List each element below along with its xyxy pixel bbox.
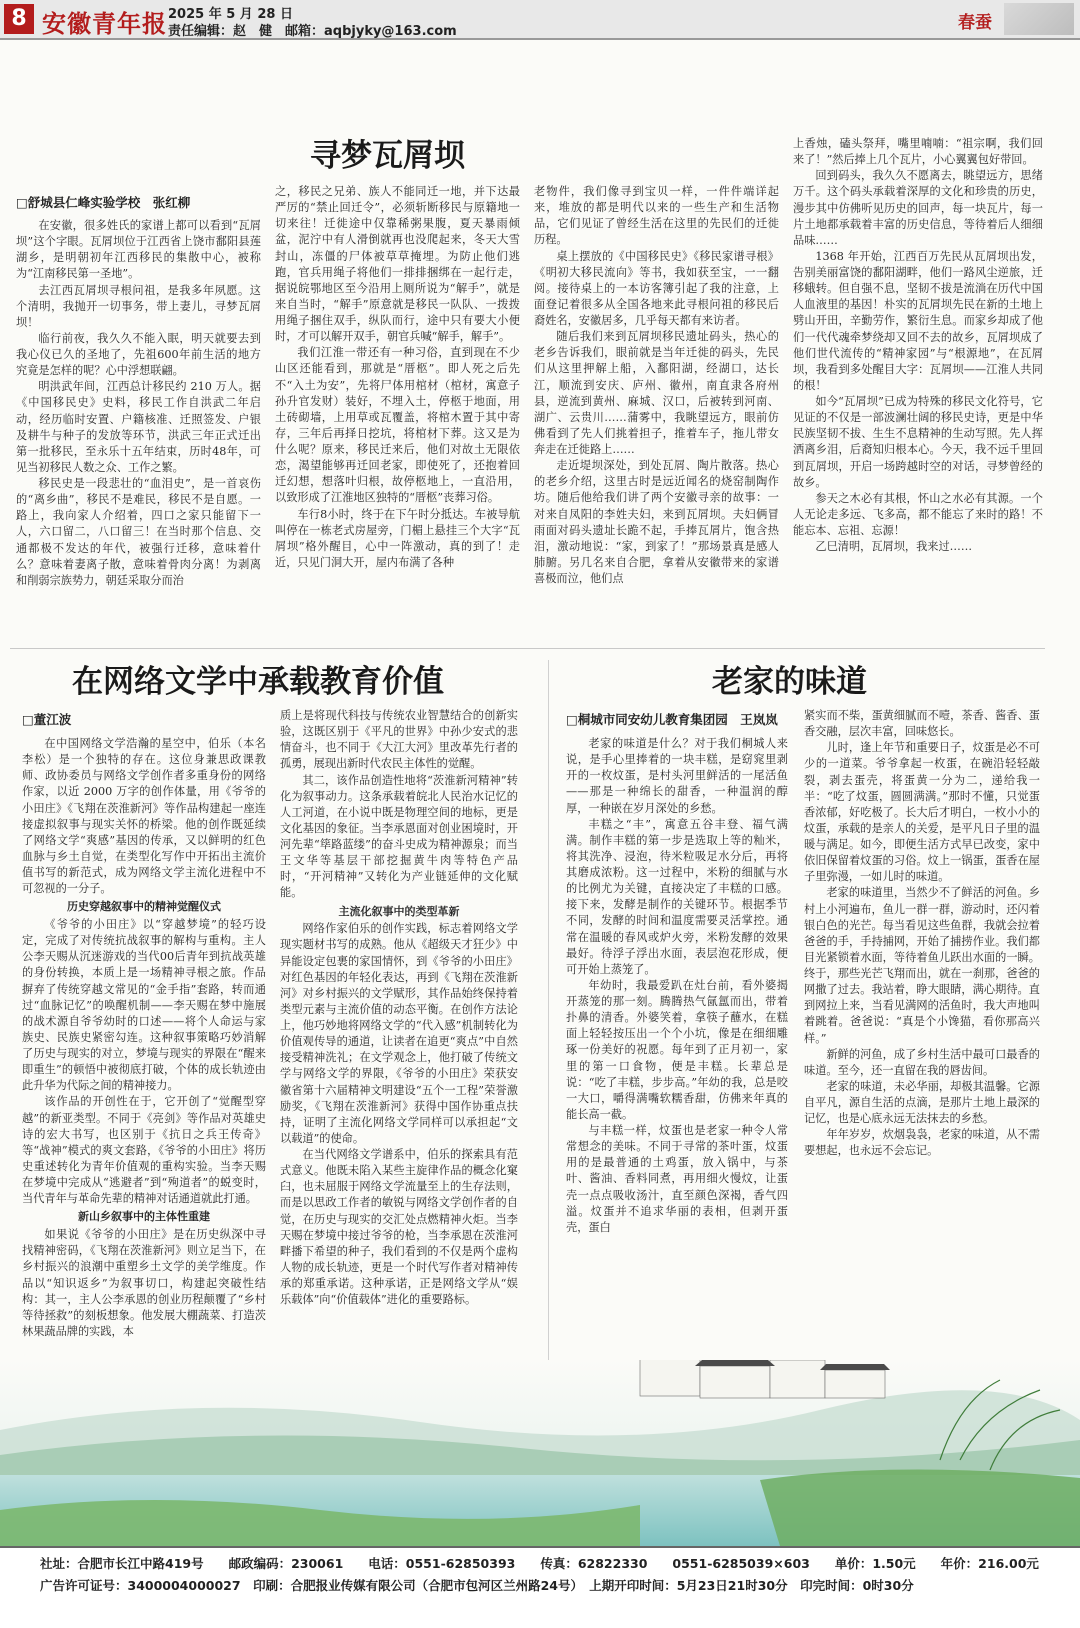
paragraph: 网络作家伯乐的创作实践，标志着网络文学现实题材书写的成熟。他从《超级天才狂少》中异能设定包裹的家国情怀，到《爷爷的小田庄》对红色基因的年轻化表达，再到《飞翔在茨淮新河》对乡村振兴的文学赋形，其作品始终保持着类型元素与主流价值的动态平衡。在创作方法论上，他巧妙地将网络文学的“代入感”机制转化为价值观传导的通道，让读者在追更“爽点”中自然接受精神洗礼；在文学观念上，他打破了传统文学与网络文学的界限，《爷爷的小田庄》荣获安徽省第十六届精神文明建设“五个一工程”荣誉激励奖，《飞翔在茨淮新河》获得中国作协重点扶持，证明了主流化网络文学同样可以承担起“文以载道”的使命。 xyxy=(280,922,518,1145)
article1-title: 寻梦瓦屑坝 xyxy=(310,138,465,174)
article1-column-2 xyxy=(275,184,520,633)
paragraph: 质上是将现代科技与传统农业智慧结合的创新实验，这既区别于《平凡的世界》中孙少安式的悲情奋斗，也不同于《大江大河》里改革先行者的孤勇，展现出新时代农民主体性的觉醒。 xyxy=(280,709,518,771)
paragraph: 之，移民之兄弟、族人不能同迁一地，并下达最严厉的“禁止回迁令”，必须斩断移民与原籍地一切来往！迁徙途中仅靠稀粥果腹，夏天暴雨倾盆，泥泞中有人滑倒就再也没爬起来，冬天大雪封山，冻僵的尸体被草草掩埋。为防止他们逃跑，官兵用绳子将他们一排排捆绑在一起行走，据说皖鄂地区至今沿用上厕所说为“解手”，就是来自当时，“解手”原意就是移民一队队、一拨拨用绳子捆住双手，纵队而行，途中只有要大小便时，才可以解开双手，朝官兵喊“解手，解手”。 xyxy=(275,185,520,344)
article1-column-3 xyxy=(534,184,779,633)
paragraph: 如今“瓦屑坝”已成为特殊的移民文化符号，它见证的不仅是一部波澜壮阔的移民史诗，更是中华民族坚韧不拔、生生不息精神的生动写照。先人挥洒离乡泪，后裔知归根本心。今天，我不远千里回到瓦屑坝，开启一场跨越时空的对话，寻梦曾经的故乡。 xyxy=(793,395,1043,489)
paragraph: 车行8小时，终于在下午时分抵达。车被导航叫停在一栋老式房屋旁，门楣上悬挂三个大字“瓦屑坝”格外醒目，心中一阵激动，真的到了！走近，只见门洞大开，屋内布满了各种 xyxy=(275,507,520,569)
article3-byline: □桐城市同安幼儿教育集团园 王岚岚 xyxy=(566,712,778,727)
subheading: 历史穿越叙事中的精神觉醒仪式 xyxy=(67,900,221,914)
article3-column-2 xyxy=(804,708,1040,1282)
paragraph: 年年岁岁，炊烟袅袅，老家的味道，从不需要想起，也永远不会忘记。 xyxy=(804,1128,1040,1158)
header-decoration-image xyxy=(1004,3,1074,35)
article1-column-1 xyxy=(16,218,261,633)
paragraph: 丰糕之“丰”，寓意五谷丰登、福气满满。制作丰糕的第一步是选取上等的籼米，将其洗净、浸泡，待米粒吸足水分后，再将其磨成浓粉。这一过程中，米粉的细腻与水的比例尤为关键，直接决定了丰糕的口感。接下来，发酵是制作的关键环节。根据季节不同，发酵的时间和温度需要灵活掌控。通常在温暖的春风或炉火旁，米粉发酵的效果最好。待浮子浮出水面，表层泡花形成，便可开始上蒸笼了。 xyxy=(566,817,788,976)
paragraph: 临行前夜，我久久不能入眠，明天就要去到我心仪已久的圣地了，先祖600年前生活的地方究竟是怎样的呢？心中浮想联翩。 xyxy=(16,331,261,378)
section-name: 春蚕 xyxy=(958,13,992,33)
paragraph: 我们江淮一带还有一种习俗，直到现在不少山区还能看到，那就是“厝柩”。即人死之后先不“入土为安”，先将尸体用棺材（棺材，寓意子孙升官发财）装好，不埋入土，停柩于地面，用土砖砌墙，上用草或瓦覆盖，将棺木置于其中寄存，三年后再择日挖坑，将棺材下葬。这又是为什么呢？原来，移民迁来后，他们对故土无限依恋，渴望能够再迁回老家，即使死了，还抱着回迁幻想，想落叶归根，故停柩地上，一直沿用，以致形成了江淮地区独特的“厝柩”丧葬习俗。 xyxy=(275,346,520,505)
paragraph: 在中国网络文学浩瀚的星空中，伯乐（本名李松）是一个独特的存在。这位身兼思政课教师、政协委员与网络文学创作者多重身份的网络作家，以近 2000 万字的创作体量，用《爷爷的小田庄》《飞翔在茨淮新河》等作品构建起一座连接虚拟叙事与现实关怀的桥梁。他的创作既延续了网络文学“爽感”基因的传承，又以鲜明的红色血脉与乡土自觉，在类型化写作中开拓出主流价值书写的新范式，成为网络文学主流化进程中不可忽视的一分子。 xyxy=(22,737,266,896)
paragraph: 该作品的开创性在于，它开创了“觉醒型穿越”的新亚类型。不同于《亮剑》等作品对英雄史诗的宏大书写，也区别于《抗日之兵王传奇》等“战神”模式的爽文套路，《爷爷的小田庄》将历史重述转化为青年价值观的重构实验。当李天赐在梦境中完成从“逃避者”到“殉道者”的蜕变时，当代青年与革命先辈的精神对话通道就此打通。 xyxy=(22,1095,266,1206)
paragraph: 在当代网络文学谱系中，伯乐的探索具有范式意义。他既未陷入某些主旋律作品的概念化窠臼，也未屈服于网络文学流量至上的生存法则，而是以思政工作者的敏锐与网络文学创作者的自觉，在历史与现实的交汇处点燃精神火炬。当李天赐在梦境中接过爷爷的枪，当李承恩在茨淮河畔播下希望的种子，我们看到的不仅是两个虚构人物的成长轨迹，更是一个时代写作者对精神传承的郑重承诺。这种承诺，正是网络文学从“娱乐载体”向“价值载体”进化的重要路标。 xyxy=(280,1148,518,1307)
paragraph: 去江西瓦屑坝寻根问祖，是我多年夙愿。这个清明，我抛开一切事务，带上妻儿，寻梦瓦屑坝！ xyxy=(16,283,261,329)
article2-title: 在网络文学中承载教育价值 xyxy=(72,664,444,700)
paragraph: 如果说《爷爷的小田庄》是在历史纵深中寻找精神密码，《飞翔在茨淮新河》则立足当下，在乡村振兴的浪潮中重塑乡土文学的美学维度。作品以“知识返乡”为叙事切口，构建起突破性结构：其一，主人公李承恩的创业历程颠覆了“乡村等待拯救”的刻板想象。他发展大棚蔬菜、打造茨林果蔬品牌的实践，本 xyxy=(22,1228,266,1338)
paragraph: 上香烛，磕头祭拜，嘴里喃喃：“祖宗啊，我们回来了！”然后捧上几个瓦片，小心翼翼包好带回。 xyxy=(793,137,1043,167)
paragraph: 乙巳清明，瓦屑坝，我来过…… xyxy=(815,540,973,554)
subheading: 主流化叙事中的类型革新 xyxy=(338,904,460,918)
footer-info xyxy=(0,1546,1080,1628)
article2-byline: □董江波 xyxy=(22,712,72,727)
article3-title: 老家的味道 xyxy=(712,664,867,700)
paragraph: 移民史是一段悲壮的“血泪史”，是一首哀伤的“离乡曲”，移民不是难民，移民不是自愿。一路上，我向家人介绍着，四口之家只能留下一人，六口留二，八口留三！在当时那个信息、交通都极不发达的年代，被强行迁移，意味着什么？意味着妻离子散，意味着骨肉分离！为剥离和削弱宗族势力，朝廷采取分而治 xyxy=(16,477,261,587)
paragraph: 随后我们来到瓦屑坝移民遗址码头，热心的老乡告诉我们，眼前就是当年迁徙的码头，先民们从这里押解上船，入鄱阳湖，经湖口，达长江，顺流到安庆、庐州、徽州，南直隶各府州县，逆流到黄州、麻城、汉口，后被转到河南、湖广、云贵川……蒲雾中，我眺望远方，眼前仿佛看到了先人们挑着担子，推着车子，拖儿带女奔走在迁徙路上…… xyxy=(534,330,779,456)
article2-column-2 xyxy=(280,708,518,1382)
article1-byline: □舒城县仁峰实验学校 张红柳 xyxy=(16,195,191,210)
paragraph: 老家的味道是什么？对于我们桐城人来说，是手心里捧着的一块丰糕，是窈窕里剥开的一枚炆蛋，是村头河里鲜活的一尾活鱼——那是一种绵长的甜香，一种温润的醇厚，一种嵌在岁月深处的乡愁。 xyxy=(566,737,788,815)
paragraph: 紧实而不柴，蛋黄细腻而不噎，茶香、酱香、蛋香交融，层次丰富，回味悠长。 xyxy=(804,709,1040,739)
landscape-illustration xyxy=(0,1360,1080,1546)
section-divider xyxy=(10,648,1045,649)
column-divider xyxy=(548,660,549,1360)
footer-print-line: 广告许可证号：3400004000027 印刷：合肥报业传媒有限公司（合肥市包河区兰州路24号） 上期开印时间：5月23日21时30分 印完时间：0时30分 xyxy=(40,1578,914,1593)
issue-date: 2025 年 5 月 28 日 xyxy=(168,7,293,22)
paragraph: 新鲜的河鱼，成了乡村生活中最可口最香的味道。至今，还一直留在我的唇齿间。 xyxy=(804,1047,1040,1077)
paragraph: 年幼时，我最爱趴在灶台前，看外婆揭开蒸笼的那一刻。腾腾热气氤氲而出，带着扑鼻的清香。外婆笑着，拿筷子蘸水，在糕面上轻轻按压出一个个小坑，像是在细细雕琢一份美好的祝愿。每年到了正月初一，家里的第一口食物，便是丰糕。长辈总是说：“吃了丰糕，步步高。”年幼的我，总是咬一大口，嚼得满嘴软糯香甜，仿佛来年真的能长高一截。 xyxy=(566,978,788,1121)
paragraph: 《爷爷的小田庄》以“穿越梦境”的轻巧设定，完成了对传统抗战叙事的解构与重构。主人公李天赐从沉迷游戏的当代00后青年到抗战英雄的身份转换，本质上是一场精神寻根之旅。作品摒弃了传统穿越文常见的“金手指”套路，转而通过“血脉记忆”的唤醒机制——李天赐在梦中施展的战术源自爷爷幼时的口述——将个人命运与家族史、民族史紧密勾连。这种叙事策略巧妙消解了历史与现实的对立，梦境与现实的界限在“醒来即重生”的顿悟中被彻底打破，个体的成长轨迹由此升华为代际之间的精神接力。 xyxy=(22,918,266,1093)
paragraph: 儿时，逢上年节和重要日子，炆蛋是必不可少的一道菜。爷爷拿起一枚蛋，在碗沿轻轻敲裂，剥去蛋壳，将蛋黄一分为二，递给我一半：“吃了炆蛋，圆圆满满。”那时不懂，只觉蛋香浓郁，好吃极了。长大后才明白，一枚小小的炆蛋，承载的是亲人的关爱，是平凡日子里的温暖与满足。如今，即便生活方式早已改变，家中依旧保留着炆蛋的习俗。炆上一锅蛋，蛋香在屋子里弥漫，一如儿时的味道。 xyxy=(804,741,1040,884)
article1-column-4 xyxy=(793,136,1043,633)
footer-address-line: 社址：合肥市长江中路419号 邮政编码：230061 电话：0551-62850393 传真：62822330 0551-6285039×603 单价：1.50元 年价：216.00元 xyxy=(40,1556,1039,1571)
paragraph: 1368 年开始，江西百万先民从瓦屑坝出发，告别美丽富饶的鄱阳湖畔，他们一路风尘逆旅，迁移蛾转。但自强不息，坚韧不拔是流淌在历代中国人血液里的基因！朴实的瓦屑坝先民在新的土地上劈山开田，辛勤劳作，繁衍生息。而家乡却成了他们一代代魂牵梦绕却又回不去的故乡，瓦屑坝成了他们世代流传的“精神家园”与“根源地”，在瓦屑坝，我看到多处醒目大字：瓦屑坝——江淮人共同的根！ xyxy=(793,249,1043,392)
paragraph: 老物件，我们像寻到宝贝一样，一件件端详起来，堆放的都是明代以来的一些生产和生活物品，它们见证了曾经生活在这里的先民们的迁徙历程。 xyxy=(534,185,779,247)
paragraph: 回到码头，我久久不愿离去，眺望远方，思绪万千。这个码头承载着深厚的文化和珍贵的历史，漫步其中仿佛听见历史的回声，每一块瓦片，每一片土地都承载着丰富的历史信息，等待着后人细细品味…… xyxy=(793,169,1043,247)
paper-name-logo: 安徽青年报 xyxy=(42,9,167,38)
paragraph: 老家的味道，未必华丽，却极其温馨。它源自平凡，源自生活的点滴，是那片土地上最深的记忆，也是心底永远无法抹去的乡愁。 xyxy=(804,1079,1040,1126)
village-landscape-image xyxy=(0,1360,1080,1546)
article2-column-1 xyxy=(22,736,266,1382)
paragraph: 桌上摆放的《中国移民史》《移民家谱寻根》《明初大移民流向》等书，我如获至宝，一一翻阅。接待桌上的一本访客簿引起了我的注意，上面登记着很多从全国各地来此寻根问祖的移民后裔姓名，安徽居多，几乎每天都有来访者。 xyxy=(534,249,779,327)
subheading: 新山乡叙事中的主体性重建 xyxy=(78,1210,210,1224)
masthead xyxy=(0,0,1080,40)
paragraph: 参天之木必有其根，怀山之水必有其源。一个人无论走多远、飞多高，都不能忘了来时的路！不能忘本、忘祖、忘源！ xyxy=(793,491,1043,537)
paragraph: 老家的味道里，当然少不了鲜活的河鱼。乡村上小河遍布，鱼儿一群一群，游动时，还闪着银白色的光芒。每当看见这些鱼群，我就会拉着爸爸的手，手持捕网，开始了捕捞作业。我们都目光紧锁着水面，等待着鱼儿跃出水面的一瞬。终于，那些光芒飞翔而出，就在一刹那，爸爸的网撒了过去。我站着，睁大眼睛，满心期待。直到网拉上来，当看见满网的活鱼时，我大声地叫着跳着。爸爸说：“真是个小馋猫，看你那高兴样。” xyxy=(804,886,1040,1045)
paragraph: 走近堤坝深处，到处瓦屑、陶片散落。热心的老乡介绍，这里古时是远近闻名的烧窑制陶作坊。随后他给我们讲了两个安徽寻亲的故事：一对来自凤阳的李姓夫妇，来到瓦屑坝。夫妇俩冒雨面对码头遗址长跪不起，手捧瓦屑片，饱含热泪，激动地说：“家，到家了！”那场景真是感人肺腑。另几名来自合肥，拿着从安徽带来的家谱喜极而泣，他们点 xyxy=(534,459,779,585)
paragraph: 与丰糕一样，炆蛋也是老家一种令人常常想念的美味。不同于寻常的茶叶蛋，炆蛋用的是最普通的土鸡蛋，放入锅中，与茶叶、酱油、香料同煮，再用细火慢炆，让蛋壳一点点吸收汤汁，直至颜色深褐，香气四溢。炆蛋并不追求华丽的表相，但剥开蛋壳，蛋白 xyxy=(566,1124,788,1234)
paragraph: 其二，该作品创造性地将“茨淮新河精神”转化为叙事动力。这条承载着皖北人民治水记忆的人工河道，在小说中既是物理空间的地标，更是文化基因的象征。当李承恩面对创业困境时，开河先辈“筚路蓝缕”的奋斗史成为精神源泉；而当王文华等基层干部挖掘黄牛肉等特色产品时，“开河精神”又转化为产业链延伸的文化赋能。 xyxy=(280,773,518,900)
editor-info: 责任编辑：赵 健 邮箱：aqbjyky@163.com xyxy=(168,24,457,39)
article3-column-1 xyxy=(566,736,788,1282)
paragraph: 在安徽，很多姓氏的家谱上都可以看到“瓦屑坝”这个字眼。瓦屑坝位于江西省上饶市鄱阳县莲湖乡，是明朝初年江西移民的集散中心，被称为“江南移民第一圣地”。 xyxy=(16,219,261,281)
paragraph: 明洪武年间，江西总计移民约 210 万人。据《中国移民史》史料，移民工作自洪武二年启动，经历临时安置、户籍核准、迁照签发、户银及耕牛与种子的发放等环节，洪武三年正式迁出第一批移民，至永乐十五年结束，历时48年，可见当初移民人数之众、工作之繁。 xyxy=(16,380,261,474)
page-number: 8 xyxy=(4,4,34,34)
